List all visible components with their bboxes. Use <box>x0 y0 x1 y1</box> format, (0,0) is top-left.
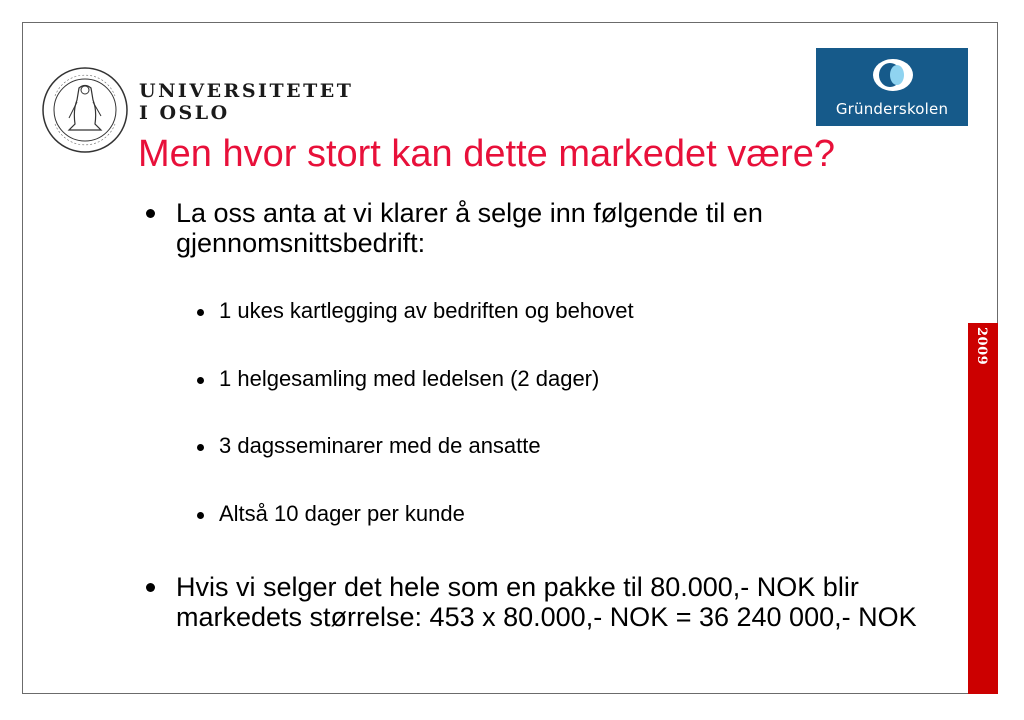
year-bar <box>968 323 998 694</box>
bullet-dot-icon <box>146 583 155 592</box>
bullet-dot-icon <box>197 512 204 519</box>
bullet-dot-icon <box>197 309 204 316</box>
bullet-dot-icon <box>146 209 155 218</box>
university-name-line2: I OSLO <box>139 102 230 124</box>
grunderskolen-swirl-icon <box>868 54 918 96</box>
sub-bullet-text: 1 helgesamling med ledelsen (2 dager) <box>219 366 600 391</box>
sub-bullet-text: 1 ukes kartlegging av bedriften og behovet <box>219 298 634 323</box>
bullet-text: La oss anta at vi klarer å selge inn følgende til en gjennomsnittsbedrift: <box>176 198 763 258</box>
sub-bullet-text: Altså 10 dager per kunde <box>219 501 465 526</box>
bullet-dot-icon <box>197 377 204 384</box>
university-name-line1: UNIVERSITETET <box>139 80 354 102</box>
grunderskolen-label: Gründerskolen <box>835 100 949 118</box>
university-name <box>139 80 353 124</box>
university-seal-icon <box>41 66 129 154</box>
bullet-text: Hvis vi selger det hele som en pakke til 80.000,- NOK blir markedets størrelse: 453 x 80.000,- NOK = 36 240 000,- NOK <box>176 572 917 632</box>
bullet-dot-icon <box>197 444 204 451</box>
slide-title: Men hvor stort kan dette markedet være? <box>138 133 835 175</box>
grunderskolen-logo <box>816 48 968 126</box>
sub-bullet-text: 3 dagsseminarer med de ansatte <box>219 433 541 458</box>
year-label: 2009 <box>974 327 989 366</box>
